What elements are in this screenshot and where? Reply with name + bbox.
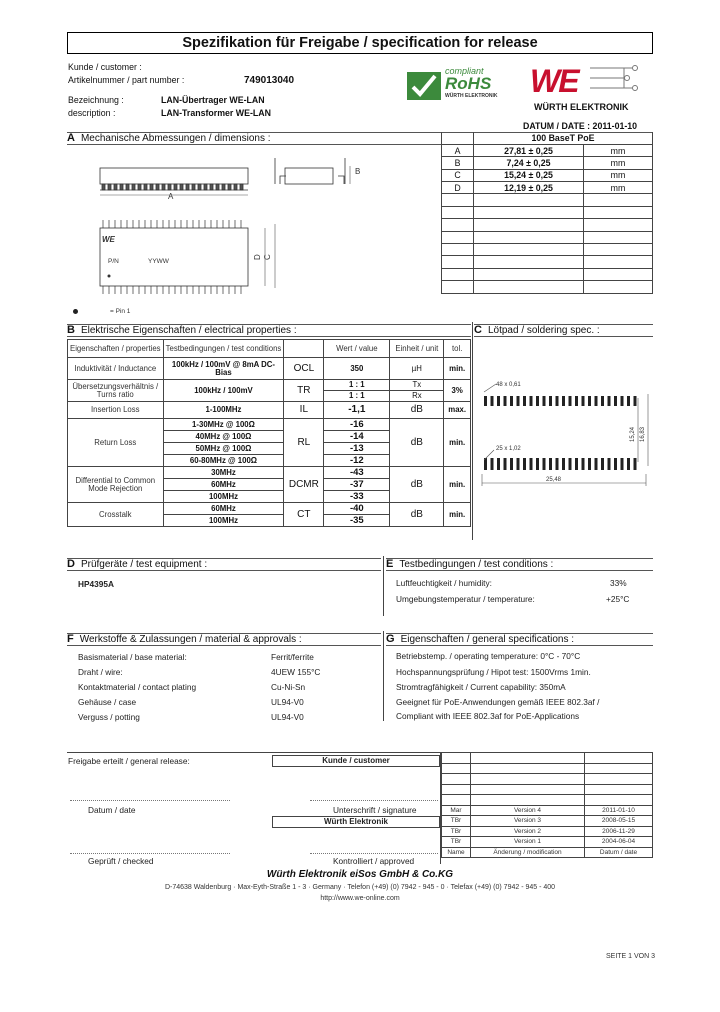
version-name: TBr bbox=[442, 837, 471, 848]
solder-pad bbox=[627, 458, 630, 470]
rl-cond: 60-80MHz @ 100Ω bbox=[163, 455, 284, 467]
brand-text: WÜRTH ELEKTRONIK bbox=[534, 102, 629, 112]
pin-side bbox=[156, 184, 159, 190]
checked-label: Geprüft / checked bbox=[88, 856, 154, 866]
solder-pad bbox=[595, 458, 598, 470]
page-number: SEITE 1 VON 3 bbox=[606, 953, 656, 960]
check-icon bbox=[407, 72, 441, 100]
solder-pad bbox=[543, 396, 546, 406]
table-row bbox=[68, 419, 471, 431]
table-row bbox=[68, 467, 471, 479]
solder-pad bbox=[614, 458, 617, 470]
designation-label: Bezeichnung : bbox=[68, 95, 124, 105]
dim-unit: mm bbox=[584, 157, 653, 169]
temperature-value: +25°C bbox=[606, 594, 630, 604]
solder-pad bbox=[484, 396, 487, 406]
section-e-letter: E bbox=[386, 558, 394, 570]
rl-prop: Return Loss bbox=[68, 419, 164, 467]
version-change: Version 1 bbox=[471, 837, 585, 848]
pin-side bbox=[210, 184, 213, 190]
pin-side bbox=[216, 184, 219, 190]
pn-mark: P/N bbox=[108, 258, 119, 265]
pin-side bbox=[198, 184, 201, 190]
solder-pad bbox=[491, 458, 494, 470]
version-name: TBr bbox=[442, 826, 471, 837]
pin-side bbox=[222, 184, 225, 190]
pin-side bbox=[138, 184, 141, 190]
yyww-mark: YYWW bbox=[148, 258, 169, 265]
dcmr-value: -43 bbox=[324, 467, 390, 479]
section-d-header bbox=[67, 558, 381, 571]
dim-unit: mm bbox=[584, 169, 653, 181]
pin-side bbox=[126, 184, 129, 190]
humidity-value: 33% bbox=[610, 578, 627, 588]
solder-pad bbox=[608, 396, 611, 406]
table-row bbox=[68, 402, 471, 419]
version-header-date: Datum / date bbox=[585, 847, 653, 858]
rl-value: -14 bbox=[324, 431, 390, 443]
pin-side bbox=[180, 184, 183, 190]
version-name: Mar bbox=[442, 805, 471, 816]
section-g-letter: G bbox=[386, 633, 395, 645]
pin-side bbox=[228, 184, 231, 190]
spec-operating-temp: Betriebstemp. / operating temperature: 0°C - 70°C bbox=[396, 651, 581, 661]
circuit-lines-icon bbox=[590, 62, 640, 102]
solder-pad bbox=[556, 396, 559, 406]
solder-pad bbox=[530, 396, 533, 406]
compliant-text: compliant bbox=[445, 66, 484, 76]
solder-pad bbox=[562, 458, 565, 470]
dcmr-cond: 60MHz bbox=[163, 479, 284, 491]
pin-side bbox=[162, 184, 165, 190]
pin-side bbox=[186, 184, 189, 190]
pad-dim-height-inner: 15,24 bbox=[630, 426, 636, 442]
case-label: Gehäuse / case bbox=[78, 697, 137, 707]
wire-value: 4UEW 155°C bbox=[271, 667, 321, 677]
spec-hipot: Hochspannungsprüfung / Hipot test: 1500Vrms 1min. bbox=[396, 667, 591, 677]
solder-pad bbox=[621, 458, 624, 470]
ct-value: -35 bbox=[324, 515, 390, 527]
label-d: D bbox=[253, 254, 262, 260]
tr-prop: Übersetzungsverhältnis / Turns ratio bbox=[68, 380, 164, 402]
dimensions-table bbox=[441, 132, 653, 294]
dim-letter: A bbox=[442, 144, 474, 156]
spec-current: Stromtragfähigkeit / Current capability: 350mA bbox=[396, 682, 566, 692]
section-f-header bbox=[67, 633, 381, 646]
section-g-header bbox=[386, 633, 653, 646]
solder-pad bbox=[595, 396, 598, 406]
table-row bbox=[68, 380, 471, 391]
ocl-sym: OCL bbox=[284, 358, 324, 380]
solder-pad bbox=[549, 396, 552, 406]
solder-pad bbox=[569, 458, 572, 470]
we-mark: WE bbox=[530, 63, 578, 99]
dcmr-cond: 100MHz bbox=[163, 491, 284, 503]
signature-label: Unterschrift / signature bbox=[333, 805, 417, 815]
version-date: 2006-11-29 bbox=[585, 826, 653, 837]
col-header-value: Wert / value bbox=[324, 340, 390, 358]
rohs-text: RoHS bbox=[445, 74, 492, 93]
pin-side bbox=[234, 184, 237, 190]
il-tol: max. bbox=[444, 402, 471, 419]
solder-pad bbox=[549, 458, 552, 470]
version-header-change: Änderung / modification bbox=[471, 847, 585, 858]
date-label: Datum / date bbox=[88, 805, 136, 815]
version-date: 2004-06-04 bbox=[585, 837, 653, 848]
pin-side bbox=[108, 184, 111, 190]
solder-pad-drawing bbox=[476, 378, 656, 488]
dcmr-prop: Differential to Common Mode Rejection bbox=[68, 467, 164, 503]
description-value: LAN-Transformer WE-LAN bbox=[161, 108, 271, 118]
solder-pad bbox=[523, 458, 526, 470]
part-number-label: Artikelnummer / part number : bbox=[68, 75, 185, 85]
ct-cond: 60MHz bbox=[163, 503, 284, 515]
solder-pad bbox=[504, 458, 507, 470]
il-sym: IL bbox=[284, 402, 324, 419]
col-header-conditions: Testbedingungen / test conditions bbox=[163, 340, 284, 358]
dim-letter: C bbox=[442, 169, 474, 181]
pin-side bbox=[120, 184, 123, 190]
section-b-letter: B bbox=[67, 324, 75, 336]
solder-pad bbox=[517, 396, 520, 406]
pin1-legend-icon bbox=[73, 309, 78, 314]
table-row bbox=[68, 503, 471, 515]
rl-cond: 1-30MHz @ 100Ω bbox=[163, 419, 284, 431]
dim-unit: mm bbox=[584, 144, 653, 156]
dcmr-value: -37 bbox=[324, 479, 390, 491]
section-c-title: Lötpad / soldering spec. : bbox=[487, 325, 600, 336]
case-value: UL94-V0 bbox=[271, 697, 304, 707]
footer-company: Würth Elektronik eiSos GmbH & Co.KG bbox=[266, 869, 454, 880]
spec-poe-de: Geeignet für PoE-Anwendungen gemäß IEEE 802.3af / bbox=[396, 697, 600, 707]
solder-pad bbox=[556, 458, 559, 470]
pin-side bbox=[168, 184, 171, 190]
rl-value: -16 bbox=[324, 419, 390, 431]
solder-pad bbox=[523, 396, 526, 406]
table-row bbox=[442, 826, 653, 837]
plating-label: Kontaktmaterial / contact plating bbox=[78, 682, 197, 692]
il-prop: Insertion Loss bbox=[68, 402, 164, 419]
ct-cond: 100MHz bbox=[163, 515, 284, 527]
solder-pad bbox=[575, 458, 578, 470]
pin1-dot-icon bbox=[108, 275, 111, 278]
section-c-header bbox=[474, 324, 653, 337]
col-header-unit: Einheit / unit bbox=[390, 340, 444, 358]
tr-sym: TR bbox=[284, 380, 324, 402]
test-equipment: HP4395A bbox=[78, 579, 114, 589]
version-header-name: Name bbox=[442, 847, 471, 858]
pin-side bbox=[114, 184, 117, 190]
pin-side bbox=[174, 184, 177, 190]
solder-pad bbox=[588, 458, 591, 470]
we-logo bbox=[530, 62, 640, 116]
dim-value: 12,19 ± 0,25 bbox=[474, 182, 584, 194]
tr-unit-tx: Tx bbox=[390, 380, 444, 391]
version-change: Version 2 bbox=[471, 826, 585, 837]
solder-pad bbox=[543, 458, 546, 470]
ocl-tol: min. bbox=[444, 358, 471, 380]
label-b: B bbox=[355, 167, 361, 176]
version-date: 2008-05-15 bbox=[585, 816, 653, 827]
dim-letter: D bbox=[442, 182, 474, 194]
ct-prop: Crosstalk bbox=[68, 503, 164, 527]
spec-poe-en: Compliant with IEEE 802.3af for PoE-Applications bbox=[396, 711, 580, 721]
part-number-value: 749013040 bbox=[244, 75, 295, 86]
solder-pad bbox=[627, 396, 630, 406]
pin1-note: = Pin 1 bbox=[110, 308, 131, 315]
solder-pad bbox=[536, 396, 539, 406]
pin-side bbox=[150, 184, 153, 190]
rohs-sub-text: WÜRTH ELEKTRONIK bbox=[445, 93, 498, 99]
temperature-label: Umgebungstemperatur / temperature: bbox=[396, 594, 535, 604]
potting-value: UL94-V0 bbox=[271, 712, 304, 722]
customer-label: Kunde / customer : bbox=[68, 62, 142, 72]
col-header-properties: Eigenschaften / properties bbox=[68, 340, 164, 358]
ct-value: -40 bbox=[324, 503, 390, 515]
table-row bbox=[442, 805, 653, 816]
rl-tol: min. bbox=[444, 419, 471, 467]
il-cond: 1-100MHz bbox=[163, 402, 284, 419]
table-row bbox=[68, 358, 471, 380]
dcmr-tol: min. bbox=[444, 467, 471, 503]
solder-pad bbox=[497, 458, 500, 470]
section-b-header bbox=[67, 324, 471, 337]
section-d-letter: D bbox=[67, 558, 75, 570]
section-e-header bbox=[386, 558, 653, 571]
footer-url[interactable]: http://www.we-online.com bbox=[320, 895, 400, 902]
section-b-title: Elektrische Eigenschaften / electrical properties : bbox=[80, 325, 297, 336]
solder-pad bbox=[601, 396, 604, 406]
solder-pad bbox=[562, 396, 565, 406]
potting-label: Verguss / potting bbox=[78, 712, 140, 722]
tr-value-rx: 1 : 1 bbox=[324, 391, 390, 402]
pin-side bbox=[144, 184, 147, 190]
il-unit: dB bbox=[390, 402, 444, 419]
rl-sym: RL bbox=[284, 419, 324, 467]
rl-value: -12 bbox=[324, 455, 390, 467]
ocl-value: 350 bbox=[324, 358, 390, 380]
tr-cond: 100kHz / 100mV bbox=[163, 380, 284, 402]
version-change: Version 4 bbox=[471, 805, 585, 816]
section-c-letter: C bbox=[474, 324, 482, 336]
section-a-title: Mechanische Abmessungen / dimensions : bbox=[80, 133, 271, 144]
date-text: DATUM / DATE : 2011-01-10 bbox=[523, 121, 638, 131]
pad-dim-height-outer: 16,83 bbox=[640, 426, 646, 442]
material-label: Basismaterial / base material: bbox=[78, 652, 187, 662]
ct-unit: dB bbox=[390, 503, 444, 527]
label-c: C bbox=[263, 254, 272, 260]
table-row bbox=[442, 816, 653, 827]
approved-label: Kontrolliert / approved bbox=[333, 856, 415, 866]
page-title: Spezifikation für Freigabe / specification for release bbox=[67, 32, 653, 54]
dim-unit: mm bbox=[584, 182, 653, 194]
dcmr-cond: 30MHz bbox=[163, 467, 284, 479]
pin-side bbox=[132, 184, 135, 190]
solder-pad bbox=[621, 396, 624, 406]
we-box: Würth Elektronik bbox=[272, 816, 440, 828]
table-row bbox=[442, 144, 653, 156]
table-row bbox=[442, 169, 653, 181]
section-d-title: Prüfgeräte / test equipment : bbox=[80, 559, 208, 570]
material-value: Ferrit/ferrite bbox=[271, 652, 314, 662]
footer-address: D-74638 Waldenburg · Max-Eyth-Straße 1 - 3 · Germany · Telefon (+49) (0) 7942 - 945 - 0 · Telefax (+49) (0) 7942 - 945 - 400 bbox=[164, 884, 556, 891]
section-f-letter: F bbox=[67, 633, 74, 645]
table-row bbox=[442, 157, 653, 169]
solder-pad bbox=[510, 396, 513, 406]
section-e-title: Testbedingungen / test conditions : bbox=[399, 559, 554, 570]
wire-label: Draht / wire: bbox=[78, 667, 123, 677]
description-label: description : bbox=[68, 108, 116, 118]
label-a: A bbox=[168, 192, 174, 201]
version-name: TBr bbox=[442, 816, 471, 827]
solder-pad bbox=[569, 396, 572, 406]
version-change: Version 3 bbox=[471, 816, 585, 827]
rl-unit: dB bbox=[390, 419, 444, 467]
ocl-cond: 100kHz / 100mV @ 8mA DC-Bias bbox=[163, 358, 284, 380]
ct-tol: min. bbox=[444, 503, 471, 527]
rohs-logo bbox=[407, 66, 515, 102]
dcmr-unit: dB bbox=[390, 467, 444, 503]
tr-tol: 3% bbox=[444, 380, 471, 402]
electrical-table bbox=[67, 339, 471, 527]
solder-pad bbox=[510, 458, 513, 470]
version-table bbox=[441, 752, 653, 858]
pin-side bbox=[192, 184, 195, 190]
pin-side bbox=[102, 184, 105, 190]
dim-value: 7,24 ± 0,25 bbox=[474, 157, 584, 169]
version-date: 2011-01-10 bbox=[585, 805, 653, 816]
humidity-label: Luftfeuchtigkeit / humidity: bbox=[396, 578, 492, 588]
tr-unit-rx: Rx bbox=[390, 391, 444, 402]
dim-value: 27,81 ± 0,25 bbox=[474, 144, 584, 156]
section-f-title: Werkstoffe & Zulassungen / material & approvals : bbox=[79, 634, 302, 645]
solder-pad bbox=[634, 458, 637, 470]
dcmr-value: -33 bbox=[324, 491, 390, 503]
solder-pad bbox=[536, 458, 539, 470]
solder-pad bbox=[491, 396, 494, 406]
il-value: -1,1 bbox=[324, 402, 390, 419]
section-g-title: Eigenschaften / general specifications : bbox=[400, 634, 574, 645]
table-row bbox=[442, 837, 653, 848]
pad-dim-count-top: 48 x 0,61 bbox=[496, 382, 521, 388]
dim-table-header: 100 BaseT PoE bbox=[474, 132, 653, 144]
solder-pad bbox=[575, 396, 578, 406]
dim-value: 15,24 ± 0,25 bbox=[474, 169, 584, 181]
solder-pad bbox=[601, 458, 604, 470]
rl-cond: 40MHz @ 100Ω bbox=[163, 431, 284, 443]
tr-value-tx: 1 : 1 bbox=[324, 380, 390, 391]
we-mark-drawing: WE bbox=[102, 235, 115, 244]
solder-pad bbox=[608, 458, 611, 470]
pin-side bbox=[240, 184, 243, 190]
designation-value: LAN-Übertrager WE-LAN bbox=[161, 95, 265, 105]
solder-pad bbox=[614, 396, 617, 406]
solder-pad bbox=[530, 458, 533, 470]
pad-dim-width: 25,48 bbox=[546, 477, 562, 483]
col-header-tol: tol. bbox=[444, 340, 471, 358]
section-a-letter: A bbox=[67, 132, 75, 144]
general-release-label: Freigabe erteilt / general release: bbox=[68, 756, 190, 766]
ocl-unit: µH bbox=[390, 358, 444, 380]
ocl-prop: Induktivität / Inductance bbox=[68, 358, 164, 380]
solder-pad bbox=[497, 396, 500, 406]
solder-pad bbox=[588, 396, 591, 406]
rl-value: -13 bbox=[324, 443, 390, 455]
solder-pad bbox=[582, 458, 585, 470]
table-row bbox=[442, 182, 653, 194]
pad-dim-count-bottom: 25 x 1,02 bbox=[496, 446, 521, 452]
customer-box: Kunde / customer bbox=[272, 755, 440, 767]
pin-side bbox=[204, 184, 207, 190]
solder-pad bbox=[504, 396, 507, 406]
plating-value: Cu-Ni-Sn bbox=[271, 682, 306, 692]
solder-pad bbox=[517, 458, 520, 470]
dcmr-sym: DCMR bbox=[284, 467, 324, 503]
solder-pad bbox=[634, 396, 637, 406]
dim-letter: B bbox=[442, 157, 474, 169]
solder-pad bbox=[582, 396, 585, 406]
mechanical-drawing bbox=[90, 150, 390, 320]
rl-cond: 50MHz @ 100Ω bbox=[163, 443, 284, 455]
ct-sym: CT bbox=[284, 503, 324, 527]
